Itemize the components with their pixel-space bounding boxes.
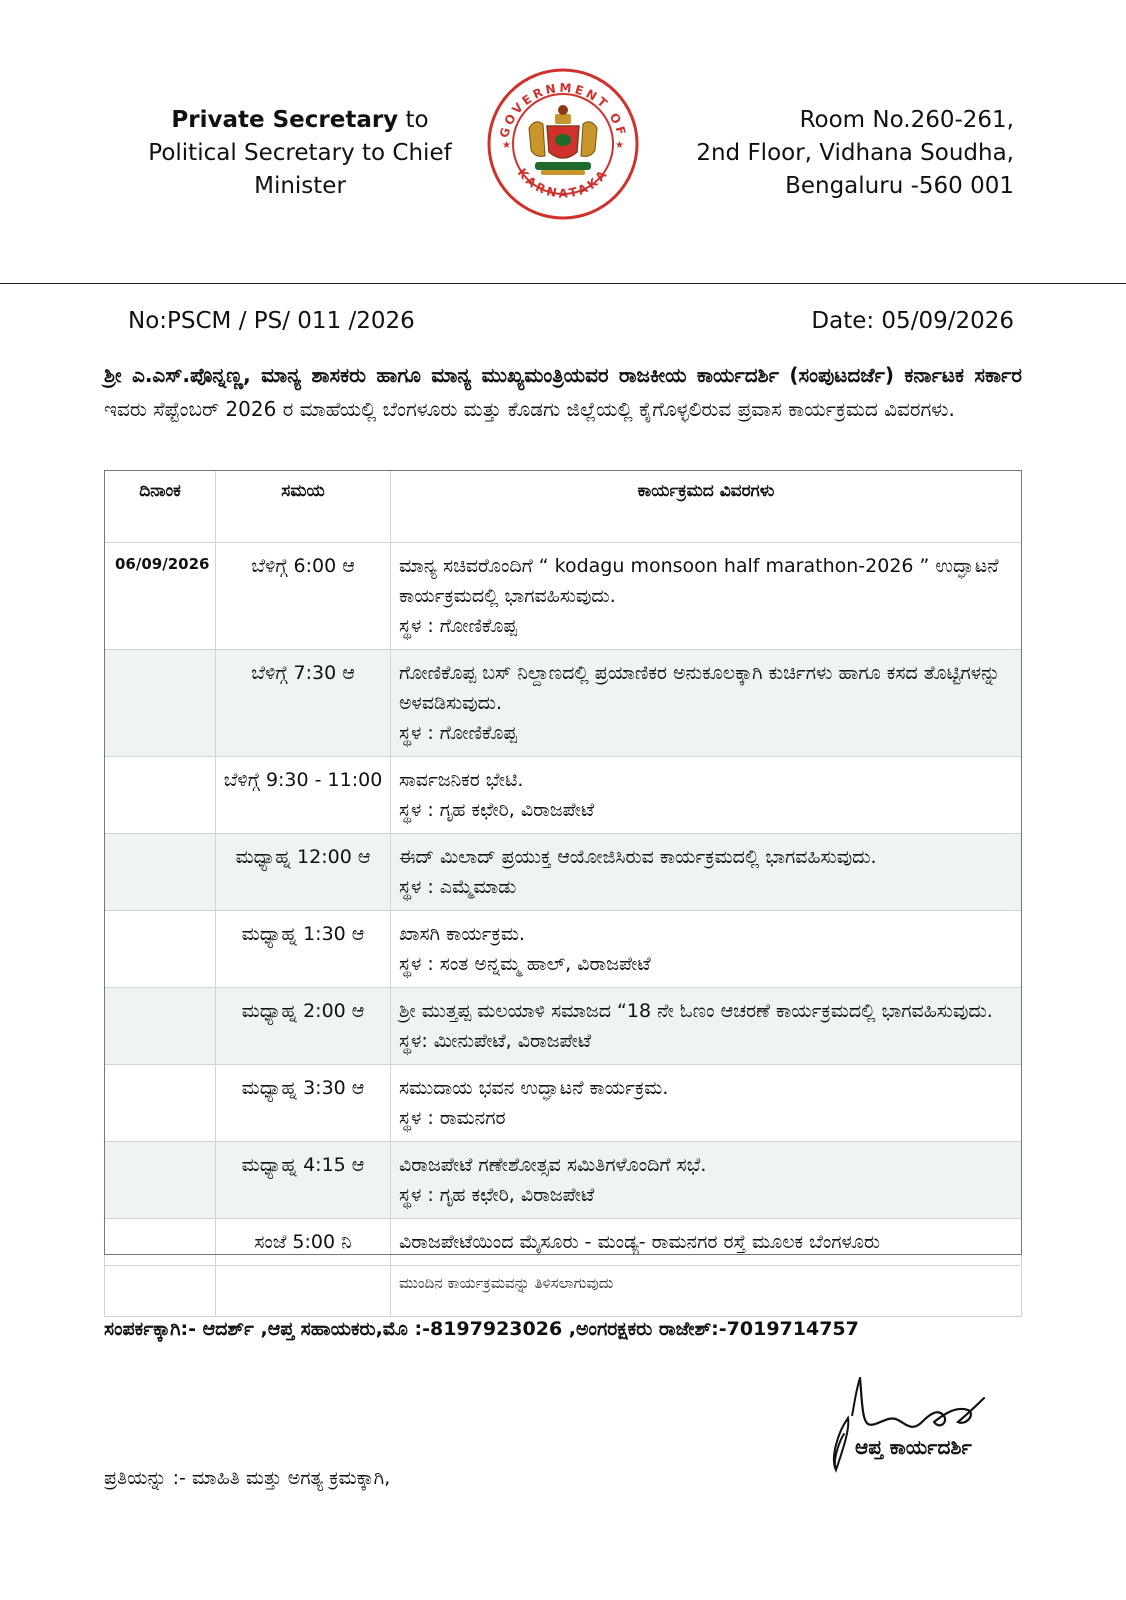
table-row (105, 543, 1022, 650)
row-details (391, 1219, 1022, 1266)
table-row (105, 757, 1022, 834)
row-venue: ಸ್ಥಳ: ಮೀನುಪೇಟೆ, ವಿರಾಜಪೇಟೆ (399, 1030, 592, 1052)
row-time: ಮಧ್ಯಾಹ್ನ 2:00 ಆ (216, 988, 391, 1065)
reference-number: No:PSCM / PS/ 011 /2026 (128, 308, 415, 334)
row-description: ಈದ್ ಮಿಲಾದ್ ಪ್ರಯುಕ್ತ ಆಯೋಜಿಸಿರುವ ಕಾರ್ಯಕ್ರಮದಲ್ಲಿ ಭಾಗವಹಿಸುವುದು. (399, 846, 877, 868)
sender-line-2: Political Secretary to Chief Minister (148, 140, 452, 199)
address-block (696, 104, 1014, 203)
table-row (105, 1065, 1022, 1142)
row-description: ಗೋಣಿಕೊಪ್ಪ ಬಸ್ ನಿಲ್ದಾಣದಲ್ಲಿ ಪ್ರಯಾಣಿಕರ ಅನುಕೂಲಕ್ಕಾಗಿ ಕುರ್ಚಿಗಳು ಹಾಗೂ ಕಸದ ತೊಟ್ಟಿಗಳನ್ನು ಅಳವಡಿಸುವುದು. (399, 662, 1001, 714)
row-description: ಸಾರ್ವಜನಿಕರ ಭೇಟಿ. (399, 769, 524, 791)
row-date: 06/09/2026 (105, 543, 216, 650)
sender-line-1: Private Secretary to (171, 107, 429, 133)
row-description: ಖಾಸಗಿ ಕಾರ್ಯಕ್ರಮ. (399, 923, 525, 945)
letter-date: Date: 05/09/2026 (811, 308, 1014, 334)
row-details (391, 911, 1022, 988)
row-details (391, 834, 1022, 911)
empty-cell (105, 1266, 216, 1317)
header-divider (0, 283, 1126, 284)
row-description: ವಿರಾಜಪೇಟೆಯಿಂದ ಮೈಸೂರು - ಮಂಡ್ಯ- ರಾಮನಗರ ರಸ್ತೆ ಮೂಲಕ ಬೆಂಗಳೂರು (399, 1231, 881, 1253)
handwritten-signature (826, 1370, 1026, 1480)
row-venue: ಸ್ಥಳ : ಗೃಹ ಕಛೇರಿ, ವಿರಾಜಪೇಟೆ (399, 799, 595, 821)
row-details (391, 650, 1022, 757)
row-time: ಮಧ್ಯಾಹ್ನ 12:00 ಆ (216, 834, 391, 911)
address-line-1: Room No.260-261, (799, 107, 1014, 133)
row-time: ಬೆಳಿಗ್ಗೆ 7:30 ಆ (216, 650, 391, 757)
row-time: ಮಧ್ಯಾಹ್ನ 4:15 ಆ (216, 1142, 391, 1219)
intro-paragraph (104, 358, 1022, 426)
row-date (105, 1219, 216, 1266)
header-details: ಕಾರ್ಯಕ್ರಮದ ವಿವರಗಳು (391, 471, 1022, 543)
svg-text:★: ★ (615, 140, 624, 151)
empty-cell (216, 1266, 391, 1317)
row-date (105, 834, 216, 911)
row-date (105, 650, 216, 757)
sender-block (110, 104, 490, 203)
row-description: ಮಾನ್ಯ ಸಚಿವರೊಂದಿಗೆ “ kodagu monsoon half marathon-2026 ” ಉದ್ಘಾಟನೆ ಕಾರ್ಯಕ್ರಮದಲ್ಲಿ ಭಾಗವಹಿಸುವುದು. (399, 555, 999, 607)
address-line-3: Bengaluru -560 001 (785, 173, 1014, 199)
row-details (391, 543, 1022, 650)
row-date (105, 1142, 216, 1219)
table-row (105, 911, 1022, 988)
svg-text:KARNATAKA: KARNATAKA (514, 165, 612, 201)
row-description: ವಿರಾಜಪೇಟೆ ಗಣೇಶೋತ್ಸವ ಸಮಿತಿಗಳೊಂದಿಗೆ ಸಭೆ. (399, 1154, 707, 1176)
svg-text:GOVERNMENT OF: GOVERNMENT OF (496, 80, 630, 140)
row-date (105, 1065, 216, 1142)
row-venue: ಸ್ಥಳ : ಎಮ್ಮೆಮಾಡು (399, 876, 517, 898)
row-venue: ಸ್ಥಳ : ಗೋಣಿಕೊಪ್ಪ (399, 722, 517, 744)
contact-line: ಸಂಪರ್ಕಕ್ಕಾಗಿ:- ಆದರ್ಶ್ ,ಆಪ್ತ ಸಹಾಯಕರು,ಮೊ :-8197923026 ,ಅಂಗರಕ್ಷಕರು ರಾಜೇಶ್:-7019714757 (104, 1318, 859, 1340)
row-venue: ಸ್ಥಳ : ರಾಮನಗರ (399, 1107, 506, 1129)
row-description: ಸಮುದಾಯ ಭವನ ಉದ್ಘಾಟನೆ ಕಾರ್ಯಕ್ರಮ. (399, 1077, 669, 1099)
copy-to-line: ಪ್ರತಿಯನ್ನು :- ಮಾಹಿತಿ ಮತ್ತು ಅಗತ್ಯ ಕ್ರಮಕ್ಕಾಗಿ, (104, 1467, 391, 1489)
row-details (391, 1065, 1022, 1142)
table-row (105, 1142, 1022, 1219)
row-date (105, 911, 216, 988)
row-time: ಬೆಳಿಗ್ಗೆ 9:30 - 11:00 (216, 757, 391, 834)
header-date: ದಿನಾಂಕ (105, 471, 216, 543)
row-details (391, 988, 1022, 1065)
schedule-table (104, 470, 1022, 1317)
header-time: ಸಮಯ (216, 471, 391, 543)
row-time: ಬೆಳಿಗ್ಗೆ 6:00 ಆ (216, 543, 391, 650)
row-venue: ಸ್ಥಳ : ಗೋಣಿಕೊಪ್ಪ (399, 615, 517, 637)
signatory-title: ಆಪ್ತ ಕಾರ್ಯದರ್ಶಿ (855, 1435, 972, 1459)
row-time: ಸಂಜೆ 5:00 ನಿ (216, 1219, 391, 1266)
row-details (391, 1142, 1022, 1219)
row-date (105, 988, 216, 1065)
table-row (105, 988, 1022, 1065)
table-header-row (105, 471, 1022, 543)
svg-text:★: ★ (502, 140, 511, 151)
address-line-2: 2nd Floor, Vidhana Soudha, (696, 140, 1014, 166)
table-row (105, 650, 1022, 757)
table-row (105, 834, 1022, 911)
table-row (105, 1219, 1022, 1266)
table-footnote: ಮುಂದಿನ ಕಾರ್ಯಕ್ರಮವನ್ನು ತಿಳಿಸಲಾಗುವುದು (391, 1266, 1022, 1317)
schedule-body (105, 543, 1022, 1317)
row-details (391, 757, 1022, 834)
karnataka-seal-logo (485, 66, 641, 222)
table-footnote-row (105, 1266, 1022, 1317)
row-description: ಶ್ರೀ ಮುತ್ತಪ್ಪ ಮಲಯಾಳಿ ಸಮಾಜದ “18 ನೇ ಓಣಂ ಆಚರಣೆ ಕಾರ್ಯಕ್ರಮದಲ್ಲಿ ಭಾಗವಹಿಸುವುದು. (399, 1000, 993, 1022)
row-venue: ಸ್ಥಳ : ಸಂತ ಅನ್ನಮ್ಮ ಹಾಲ್, ವಿರಾಜಪೇಟೆ (399, 953, 651, 975)
intro-rest: ಇವರು ಸೆಪ್ಟೆಂಬರ್ 2026 ರ ಮಾಹೆಯಲ್ಲಿ ಬೆಂಗಳೂರು ಮತ್ತು ಕೊಡಗು ಜಿಲ್ಲೆಯಲ್ಲಿ ಕೈಗೊಳ್ಳಲಿರುವ ಪ್ರವಾಸ ಕಾರ್ಯಕ್ರಮದ ವಿವರಗಳು. (104, 397, 955, 421)
row-date (105, 757, 216, 834)
intro-bold: ಶ್ರೀ ಎ.ಎಸ್.ಪೊನ್ನಣ್ಣ, ಮಾನ್ಯ ಶಾಸಕರು ಹಾಗೂ ಮಾನ್ಯ ಮುಖ್ಯಮಂತ್ರಿಯವರ ರಾಜಕೀಯ ಕಾರ್ಯದರ್ಶಿ (ಸಂಪುಟದರ್ಜೆ) ಕರ್ನಾಟಕ ಸರ್ಕಾರ (104, 363, 1022, 387)
row-time: ಮಧ್ಯಾಹ್ನ 3:30 ಆ (216, 1065, 391, 1142)
row-venue: ಸ್ಥಳ : ಗೃಹ ಕಛೇರಿ, ವಿರಾಜಪೇಟೆ (399, 1184, 595, 1206)
row-time: ಮಧ್ಯಾಹ್ನ 1:30 ಆ (216, 911, 391, 988)
